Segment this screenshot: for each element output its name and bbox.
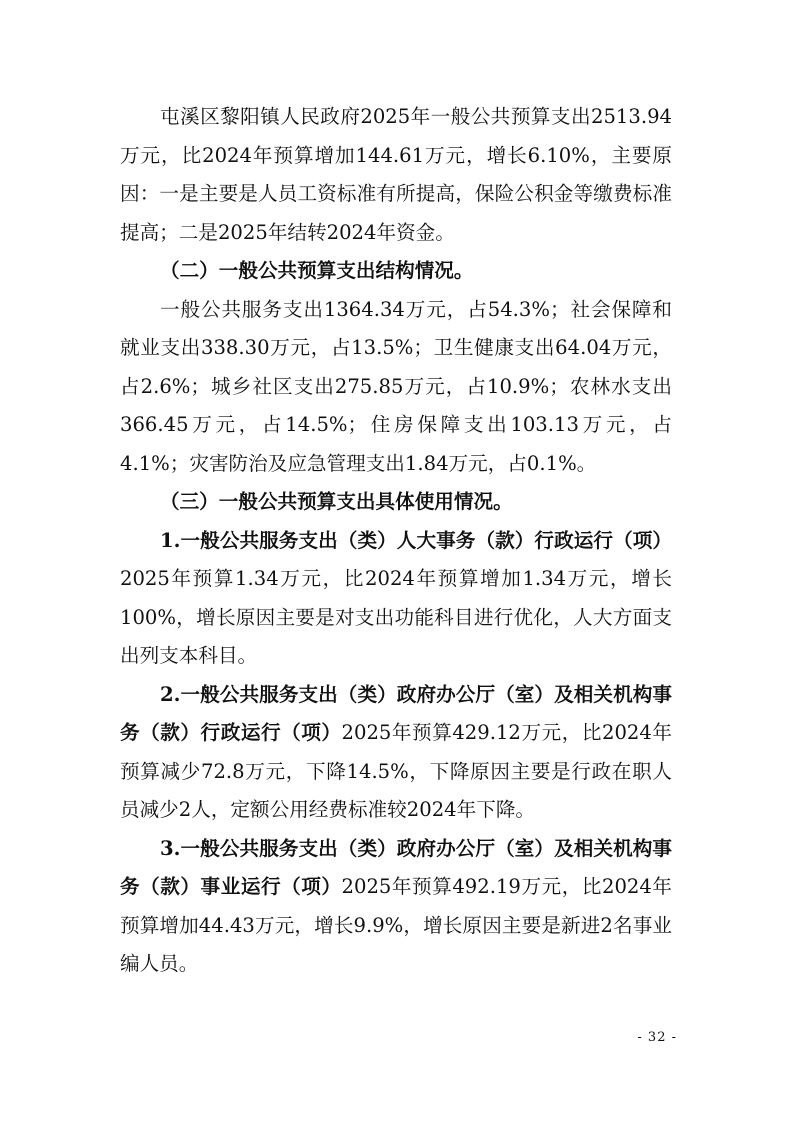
heading-expenditure-structure xyxy=(120,252,672,291)
paragraph-expenditure-structure xyxy=(120,291,672,484)
item-title: 3.一般公共服务支出（类）政府办公厅（室）及相关机构事务（款）事业运行（项） xyxy=(120,836,672,898)
paragraph-item-3 xyxy=(120,830,672,984)
item-text: 2025年预算492.19万元，比2024年预算增加44.43万元，增长9.9%，增长原因主要是新进2名事业编人员。 xyxy=(120,875,672,975)
document-body xyxy=(120,98,672,984)
page-number: - 32 - xyxy=(637,1030,677,1045)
item-text: 2025年预算429.12万元，比2024年预算减少72.8万元，下降14.5%，下降原因主要是行政在职人员减少2人，定额公用经费标准较2024年下降。 xyxy=(120,721,672,821)
item-title: 1.一般公共服务支出（类）人大事务（款）行政运行（项） xyxy=(160,528,672,552)
paragraph-text: 一般公共服务支出1364.34万元，占54.3%；社会保障和就业支出338.30万元，占13.5%；卫生健康支出64.04万元，占2.6%；城乡社区支出275.85万元，占10.9%；农林水支出366.45万元，占14.5%；住房保障支出103.13万元，占4.1%；灾害防治及应急管理支出1.84万元，占0.1%。 xyxy=(120,297,672,475)
paragraph-item-1 xyxy=(120,522,672,676)
paragraph-item-2 xyxy=(120,676,672,830)
item-title: 2.一般公共服务支出（类）政府办公厅（室）及相关机构事务（款）行政运行（项） xyxy=(120,682,672,744)
paragraph-budget-summary xyxy=(120,98,672,252)
heading-text: （三）一般公共预算支出具体使用情况。 xyxy=(160,490,513,513)
paragraph-text: 屯溪区黎阳镇人民政府2025年一般公共预算支出2513.94万元，比2024年预算增加144.61万元，增长6.10%，主要原因：一是主要是人员工资标准有所提高，保险公积金等缴费标准提高；二是2025年结转2024年资金。 xyxy=(120,105,672,244)
item-text: 2025年预算1.34万元，比2024年预算增加1.34万元，增长100%，增长原因主要是对支出功能科目进行优化，人大方面支出列支本科目。 xyxy=(120,567,672,667)
heading-expenditure-usage xyxy=(120,483,672,522)
heading-text: （二）一般公共预算支出结构情况。 xyxy=(160,259,474,282)
